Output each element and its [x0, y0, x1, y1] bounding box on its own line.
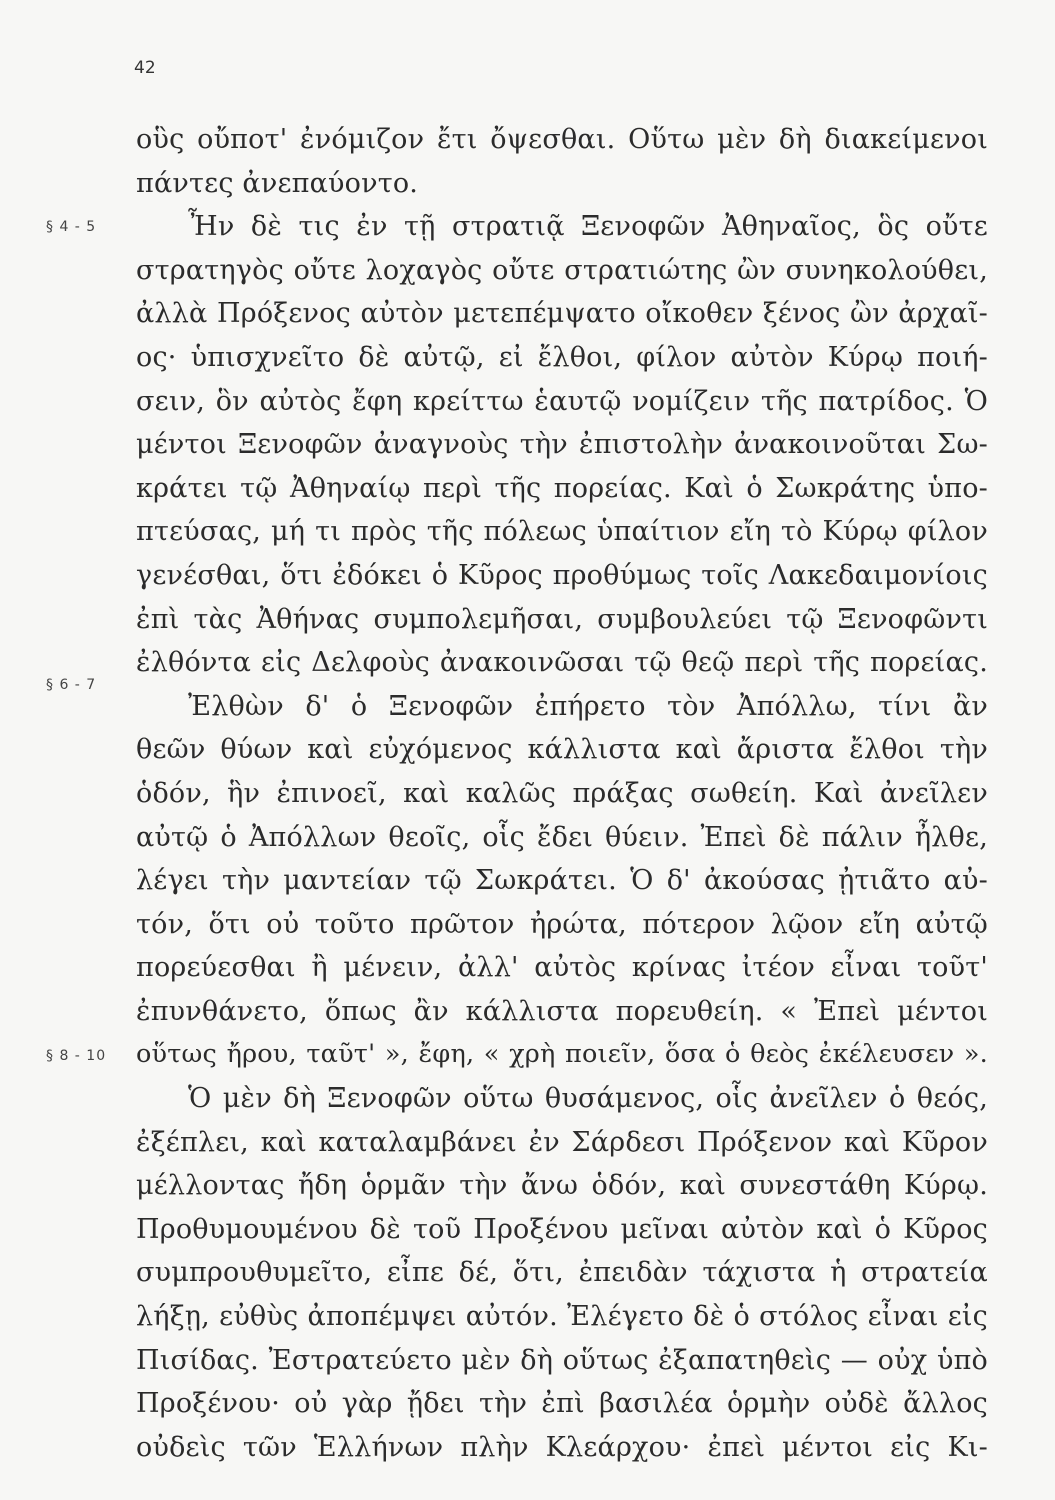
text-line: Ἦν δὲ τις ἐν τῇ στρατιᾷ Ξενοφῶν Ἀθηναῖος, ὃς οὔτε — [188, 211, 988, 243]
text-line: γενέσθαι, ὅτι ἐδόκει ὁ Κῦρος προθύμως τοῖς Λακεδαιμονίοις — [136, 559, 988, 591]
text-line: ὁδόν, ἣν ἐπινοεῖ, καὶ καλῶς πράξας σωθείη. Καὶ ἀνεῖλεν — [136, 777, 988, 809]
text-line: σειν, ὃν αὐτὸς ἔφη κρείττω ἑαυτῷ νομίζειν τῆς πατρίδος. Ὁ — [136, 385, 988, 417]
text-line: ἀλλὰ Πρόξενος αὐτὸν μετεπέμψατο οἴκοθεν ξένος ὢν ἀρχαῖ- — [136, 298, 988, 330]
text-line: οὕτως ἤρου, ταῦτ' », ἔφη, « χρὴ ποιεῖν, ὅσα ὁ θεὸς ἐκέλευσεν ». — [136, 1039, 988, 1070]
text-line: μέντοι Ξενοφῶν ἀναγνοὺς τὴν ἐπιστολὴν ἀνακοινοῦται Σω- — [136, 429, 988, 461]
text-line: κράτει τῷ Ἀθηναίῳ περὶ τῆς πορείας. Καὶ ὁ Σωκράτης ὑπο- — [136, 472, 988, 504]
text-line: ἐπὶ τὰς Ἀθήνας συμπολεμῆσαι, συμβουλεύει τῷ Ξενοφῶντι — [136, 603, 988, 635]
text-line: πτεύσας, μή τι πρὸς τῆς πόλεως ὑπαίτιον εἴη τὸ Κύρῳ φίλον — [136, 516, 988, 548]
text-line: συμπρουθυμεῖτο, εἶπε δέ, ὅτι, ἐπειδὰν τάχιστα ἡ στρατεία — [136, 1257, 988, 1289]
text-line: ἐξέπλει, καὶ καταλαμβάνει ἐν Σάρδεσι Πρόξενον καὶ Κῦρον — [136, 1126, 988, 1158]
margin-note: § 6 - 7 — [46, 677, 97, 693]
page-number: 42 — [134, 58, 156, 78]
text-line: Προθυμουμένου δὲ τοῦ Προξένου μεῖναι αὐτὸν καὶ ὁ Κῦρος — [136, 1213, 988, 1245]
text-line: Προξένου· οὐ γὰρ ᾔδει τὴν ἐπὶ βασιλέα ὁρμὴν οὐδὲ ἄλλος — [136, 1388, 988, 1420]
text-line: ἐπυνθάνετο, ὅπως ἂν κάλλιστα πορευθείη. « Ἐπεὶ μέντοι — [136, 995, 988, 1027]
text-line: Ἐλθὼν δ' ὁ Ξενοφῶν ἐπήρετο τὸν Ἀπόλλω, τίνι ἂν — [188, 690, 988, 722]
text-line: λέγει τὴν μαντείαν τῷ Σωκράτει. Ὁ δ' ἀκούσας ᾐτιᾶτο αὐ- — [136, 865, 988, 897]
text-line: τόν, ὅτι οὐ τοῦτο πρῶτον ἠρώτα, πότερον λῷον εἴη αὐτῷ — [136, 908, 988, 940]
text-line: ἐλθόντα εἰς Δελφοὺς ἀνακοινῶσαι τῷ θεῷ περὶ τῆς πορείας. — [136, 647, 988, 679]
text-line: θεῶν θύων καὶ εὐχόμενος κάλλιστα καὶ ἄριστα ἔλθοι τὴν — [136, 734, 988, 766]
margin-note: § 8 - 10 — [46, 1048, 107, 1064]
text-line: οὓς οὔποτ' ἐνόμιζον ἔτι ὄψεσθαι. Οὕτω μὲν δὴ διακείμενοι — [136, 124, 988, 155]
text-line: Πισίδας. Ἐστρατεύετο μὲν δὴ οὕτως ἐξαπατηθεὶς — οὐχ ὑπὸ — [136, 1344, 988, 1376]
text-line: Ὁ μὲν δὴ Ξενοφῶν οὕτω θυσάμενος, οἷς ἀνεῖλεν ὁ θεός, — [188, 1083, 988, 1115]
text-line: αὐτῷ ὁ Ἀπόλλων θεοῖς, οἷς ἔδει θύειν. Ἐπεὶ δὲ πάλιν ἦλθε, — [136, 821, 988, 853]
margin-note: § 4 - 5 — [46, 219, 97, 235]
text-line: πάντες ἀνεπαύοντο. — [136, 167, 419, 199]
text-line: λήξῃ, εὐθὺς ἀποπέμψει αὐτόν. Ἐλέγετο δὲ ὁ στόλος εἶναι εἰς — [136, 1301, 988, 1333]
text-line: ος· ὑπισχνεῖτο δὲ αὐτῷ, εἰ ἔλθοι, φίλον αὐτὸν Κύρῳ ποιή- — [136, 341, 988, 373]
text-line: πορεύεσθαι ἢ μένειν, ἀλλ' αὐτὸς κρίνας ἰτέον εἶναι τοῦτ' — [136, 952, 988, 984]
text-body — [136, 118, 988, 1469]
text-line: μέλλοντας ἤδη ὁρμᾶν τὴν ἄνω ὁδόν, καὶ συνεστάθη Κύρῳ. — [136, 1170, 988, 1202]
text-line: οὐδεὶς τῶν Ἑλλήνων πλὴν Κλεάρχου· ἐπεὶ μέντοι εἰς Κι- — [136, 1431, 988, 1463]
text-line: στρατηγὸς οὔτε λοχαγὸς οὔτε στρατιώτης ὢν συνηκολούθει, — [136, 254, 988, 286]
